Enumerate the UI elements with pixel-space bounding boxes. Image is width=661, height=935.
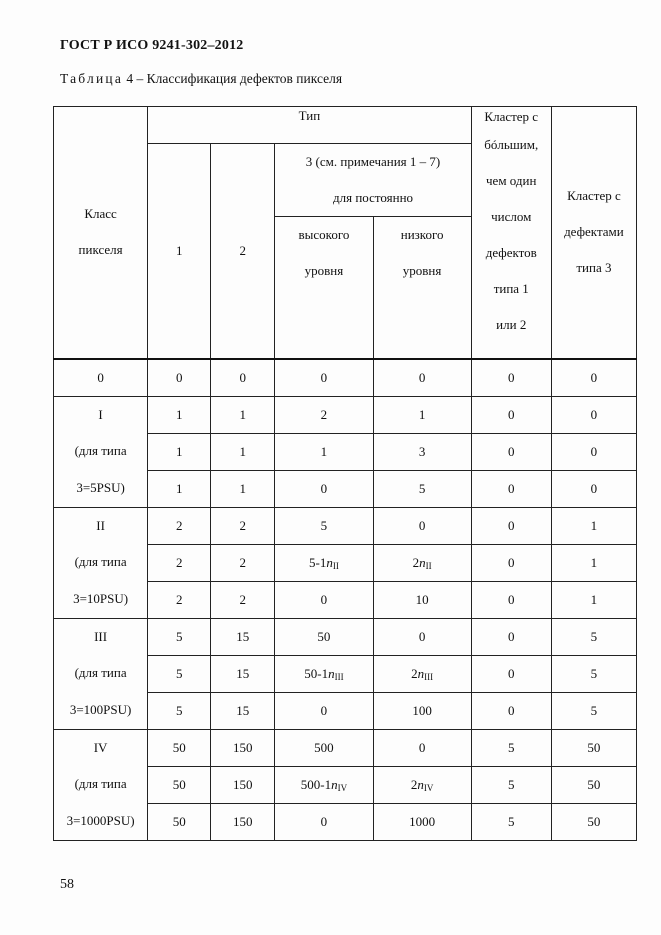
cell-value: 0 xyxy=(590,406,598,422)
class-label: (для типа xyxy=(54,766,148,803)
cell-cluster3: 0 xyxy=(551,359,636,397)
cell-value: 0 xyxy=(508,517,515,533)
cell-cluster xyxy=(471,581,551,618)
class-subscript: III xyxy=(334,671,344,682)
cell-type2 xyxy=(211,433,275,470)
class-label: IV xyxy=(54,729,148,766)
cell-cluster3 xyxy=(551,655,636,692)
cell-value: 0 xyxy=(508,702,515,718)
cell-cluster xyxy=(471,692,551,729)
caption-dash: – xyxy=(136,71,144,86)
header-cluster-many xyxy=(471,107,551,359)
table-row xyxy=(54,581,637,618)
table-row xyxy=(54,507,637,544)
high-level-line: уровня xyxy=(304,263,344,278)
cell-cluster3 xyxy=(551,507,636,544)
cell-value: 1 xyxy=(590,517,598,533)
cell-low xyxy=(373,729,471,766)
low-level-line: низкого xyxy=(400,227,444,242)
header-type-2: 2 xyxy=(211,144,275,359)
class-label: (для типа xyxy=(54,433,148,470)
cell-cluster3 xyxy=(551,544,636,581)
cell-value: 5-1 xyxy=(309,554,327,570)
cell-cluster xyxy=(471,729,551,766)
cluster-type3-line: дефектами xyxy=(564,224,624,240)
cell-high xyxy=(275,581,373,618)
cell-cluster3 xyxy=(551,581,636,618)
cell-value: 0 xyxy=(508,480,515,496)
cell-high xyxy=(275,507,373,544)
cell-high xyxy=(275,544,373,581)
cell-value: 50 xyxy=(587,813,601,829)
cell-low xyxy=(373,544,471,581)
cell-cluster xyxy=(471,433,551,470)
cell-low: 0 xyxy=(373,359,471,397)
cell-high: 0 xyxy=(275,359,373,397)
header-pixel-class-line: Класс xyxy=(84,206,117,222)
class-label: (для типа xyxy=(54,544,148,581)
cell-value: 1 xyxy=(320,443,328,459)
cell-type1 xyxy=(148,692,211,729)
table-row xyxy=(54,544,637,581)
cell-cluster xyxy=(471,655,551,692)
cell-high xyxy=(275,766,373,803)
class-label: I xyxy=(54,396,148,433)
cell-value: 3 xyxy=(418,443,426,459)
cell-type1 xyxy=(148,803,211,840)
cell-low xyxy=(373,692,471,729)
cell-value: 50 xyxy=(172,739,186,755)
cell-high xyxy=(275,470,373,507)
cell-value: 2 xyxy=(175,517,183,533)
header-row-1 xyxy=(54,107,637,144)
cell-cluster3 xyxy=(551,803,636,840)
cell-cluster3 xyxy=(551,729,636,766)
class-subscript: IV xyxy=(337,782,348,793)
cell-type2 xyxy=(211,729,275,766)
cell-value: 15 xyxy=(236,702,250,718)
cell-value: 5 xyxy=(320,517,328,533)
cell-value: 0 xyxy=(320,702,328,718)
high-level-line: высокого xyxy=(298,227,350,242)
table-row-class-0 xyxy=(54,359,637,397)
cell-type2: 0 xyxy=(211,359,275,397)
cell-low xyxy=(373,507,471,544)
cell-value: 50 xyxy=(587,739,601,755)
variable-n: n xyxy=(417,665,425,681)
cluster-many-line: типа 1 xyxy=(493,281,529,296)
cluster-type3-line: Кластер с xyxy=(567,188,621,204)
cell-value: 5 xyxy=(508,739,515,755)
header-low-level xyxy=(373,217,471,359)
header-type-1: 1 xyxy=(148,144,211,359)
cell-value: 50-1 xyxy=(304,665,329,681)
table-row xyxy=(54,433,637,470)
cell-value: 2 xyxy=(239,554,247,570)
low-level-line: уровня xyxy=(402,263,442,278)
header-type-label: Тип xyxy=(298,108,321,123)
cell-type2 xyxy=(211,655,275,692)
cell-type2 xyxy=(211,766,275,803)
cell-value: 1 xyxy=(418,406,426,422)
cell-type1: 0 xyxy=(148,359,211,397)
class-label: (для типа xyxy=(54,655,148,692)
cell-type2 xyxy=(211,507,275,544)
cell-value: 100 xyxy=(412,702,432,718)
cell-cluster xyxy=(471,396,551,433)
variable-n: n xyxy=(326,554,333,570)
cluster-many-line: бóльшим, xyxy=(484,137,539,152)
cell-value: 50 xyxy=(172,776,186,792)
cell-value: 2 xyxy=(239,517,247,533)
variable-n: n xyxy=(419,554,426,570)
class-label: III xyxy=(54,618,148,655)
class-subscript: IV xyxy=(423,782,434,793)
cell-low xyxy=(373,766,471,803)
class-label: 3=100PSU) xyxy=(54,692,148,729)
cell-cluster xyxy=(471,803,551,840)
class-label: 3=1000PSU) xyxy=(54,803,148,840)
table-row xyxy=(54,766,637,803)
cell-low xyxy=(373,655,471,692)
cell-low xyxy=(373,470,471,507)
class-label: 3=10PSU) xyxy=(54,581,148,618)
cell-type1 xyxy=(148,618,211,655)
cell-value: 500 xyxy=(314,739,334,755)
cluster-many-line: Кластер с xyxy=(484,109,539,124)
cell-high xyxy=(275,803,373,840)
cell-value: 0 xyxy=(590,443,598,459)
cell-value: 0 xyxy=(418,628,426,644)
class-subscript: III xyxy=(424,671,434,682)
cell-cluster xyxy=(471,618,551,655)
type3-line: 3 (см. примечания 1 – 7) xyxy=(305,154,441,169)
cell-type1 xyxy=(148,544,211,581)
cell-value: 2 xyxy=(410,776,418,792)
cell-value: 2 xyxy=(175,591,183,607)
cell-type1 xyxy=(148,470,211,507)
cell-cluster3 xyxy=(551,692,636,729)
cell-value: 5 xyxy=(175,665,183,681)
cell-value: 150 xyxy=(233,739,253,755)
cell-cluster xyxy=(471,470,551,507)
cell-low xyxy=(373,618,471,655)
cell-type1 xyxy=(148,766,211,803)
cell-type1 xyxy=(148,581,211,618)
header-high-level xyxy=(275,217,373,359)
cell-value: 1 xyxy=(175,406,183,422)
header-pixel-class xyxy=(54,107,148,359)
cell-value: 2 xyxy=(239,591,247,607)
cell-low xyxy=(373,396,471,433)
table-row xyxy=(54,655,637,692)
cell-cluster xyxy=(471,766,551,803)
cell-value: 0 xyxy=(590,480,598,496)
table-row xyxy=(54,692,637,729)
cell-value: 50 xyxy=(587,776,601,792)
page-number: 58 xyxy=(60,877,74,892)
cell-cluster xyxy=(471,507,551,544)
defect-classification-table xyxy=(53,106,637,841)
cell-value: 150 xyxy=(233,776,253,792)
cell-value: 0 xyxy=(508,665,515,681)
cell-cluster3 xyxy=(551,618,636,655)
cell-type1 xyxy=(148,729,211,766)
table-row xyxy=(54,396,637,433)
cell-value: 5 xyxy=(508,813,515,829)
cell-type2 xyxy=(211,544,275,581)
header-cluster-type3 xyxy=(551,107,636,359)
cell-value: 1 xyxy=(590,591,598,607)
table-row xyxy=(54,618,637,655)
class-groups xyxy=(54,396,637,840)
cell-cluster3 xyxy=(551,433,636,470)
class-label: II xyxy=(54,507,148,544)
caption-number: 4 xyxy=(126,71,134,86)
class-label: 3=5PSU) xyxy=(54,470,148,507)
cell-high xyxy=(275,655,373,692)
variable-n: n xyxy=(417,776,424,792)
cell-value: 5 xyxy=(175,628,183,644)
cluster-type3-line: типа 3 xyxy=(576,260,612,276)
cell-value: 0 xyxy=(320,813,328,829)
cell-high xyxy=(275,618,373,655)
cell-value: 150 xyxy=(233,813,253,829)
cell-cluster3 xyxy=(551,470,636,507)
table-row xyxy=(54,803,637,840)
caption-title: Классификация дефектов пикселя xyxy=(146,71,343,86)
cell-value: 5 xyxy=(590,702,598,718)
cell-value: 0 xyxy=(418,739,426,755)
cell-value: 15 xyxy=(236,628,250,644)
cell-value: 1 xyxy=(239,406,247,422)
cell-value: 0 xyxy=(320,591,328,607)
cell-value: 2 xyxy=(411,665,418,681)
document-code: ГОСТ Р ИСО 9241-302–2012 xyxy=(60,38,244,53)
cluster-many-line: числом xyxy=(491,209,532,224)
cell-value: 0 xyxy=(508,443,515,459)
cell-value: 5 xyxy=(590,628,598,644)
cell-high xyxy=(275,692,373,729)
cell-type1 xyxy=(148,507,211,544)
cell-high xyxy=(275,396,373,433)
cell-value: 1 xyxy=(239,443,247,459)
table-caption xyxy=(60,71,342,87)
class-subscript: II xyxy=(425,560,432,571)
cell-cluster3 xyxy=(551,766,636,803)
cell-high xyxy=(275,433,373,470)
cell-value: 0 xyxy=(508,628,515,644)
cell-value: 0 xyxy=(418,517,426,533)
cell-value: 0 xyxy=(508,591,515,607)
cell-value: 2 xyxy=(412,554,420,570)
cell-value: 1000 xyxy=(409,813,436,829)
cell-value: 2 xyxy=(175,554,183,570)
cell-value: 0 xyxy=(508,554,515,570)
cell-type2 xyxy=(211,803,275,840)
cluster-many-line: чем один xyxy=(486,173,537,188)
cell-value: 2 xyxy=(320,406,328,422)
cell-value: 10 xyxy=(415,591,429,607)
caption-prefix: Таблица xyxy=(60,71,124,86)
cell-type2 xyxy=(211,470,275,507)
cell-value: 15 xyxy=(236,665,250,681)
cell-low xyxy=(373,433,471,470)
cell-cluster: 0 xyxy=(471,359,551,397)
header-pixel-class-line: пикселя xyxy=(78,242,123,258)
class-subscript: II xyxy=(332,560,339,571)
table-row xyxy=(54,470,637,507)
cell-value: 50 xyxy=(172,813,186,829)
type3-line: для постоянно xyxy=(332,190,414,205)
cell-value: 1 xyxy=(590,554,598,570)
cell-type2 xyxy=(211,692,275,729)
cell-value: 5 xyxy=(508,776,515,792)
cell-type2 xyxy=(211,396,275,433)
cell-high xyxy=(275,729,373,766)
cell-cluster3 xyxy=(551,396,636,433)
cell-type2 xyxy=(211,581,275,618)
cell-value: 0 xyxy=(320,480,328,496)
cell-type1 xyxy=(148,433,211,470)
cell-low xyxy=(373,581,471,618)
cell-cluster xyxy=(471,544,551,581)
cluster-many-line: дефектов xyxy=(485,245,537,260)
class-label: 0 xyxy=(54,359,148,397)
cell-value: 0 xyxy=(508,406,515,422)
variable-n: n xyxy=(328,665,335,681)
variable-n: n xyxy=(331,776,338,792)
cell-value: 5 xyxy=(175,702,183,718)
cluster-many-line: или 2 xyxy=(496,317,527,332)
header-type xyxy=(148,107,472,144)
cell-value: 1 xyxy=(239,480,247,496)
table-row xyxy=(54,729,637,766)
cell-value: 5 xyxy=(590,665,598,681)
cell-value: 1 xyxy=(175,443,183,459)
cell-value: 1 xyxy=(175,480,183,496)
cell-type1 xyxy=(148,655,211,692)
cell-type1 xyxy=(148,396,211,433)
cell-value: 5 xyxy=(418,480,426,496)
cell-type2 xyxy=(211,618,275,655)
cell-value: 500-1 xyxy=(300,776,332,792)
cell-low xyxy=(373,803,471,840)
header-type-3 xyxy=(275,144,471,217)
cell-value: 50 xyxy=(317,628,331,644)
